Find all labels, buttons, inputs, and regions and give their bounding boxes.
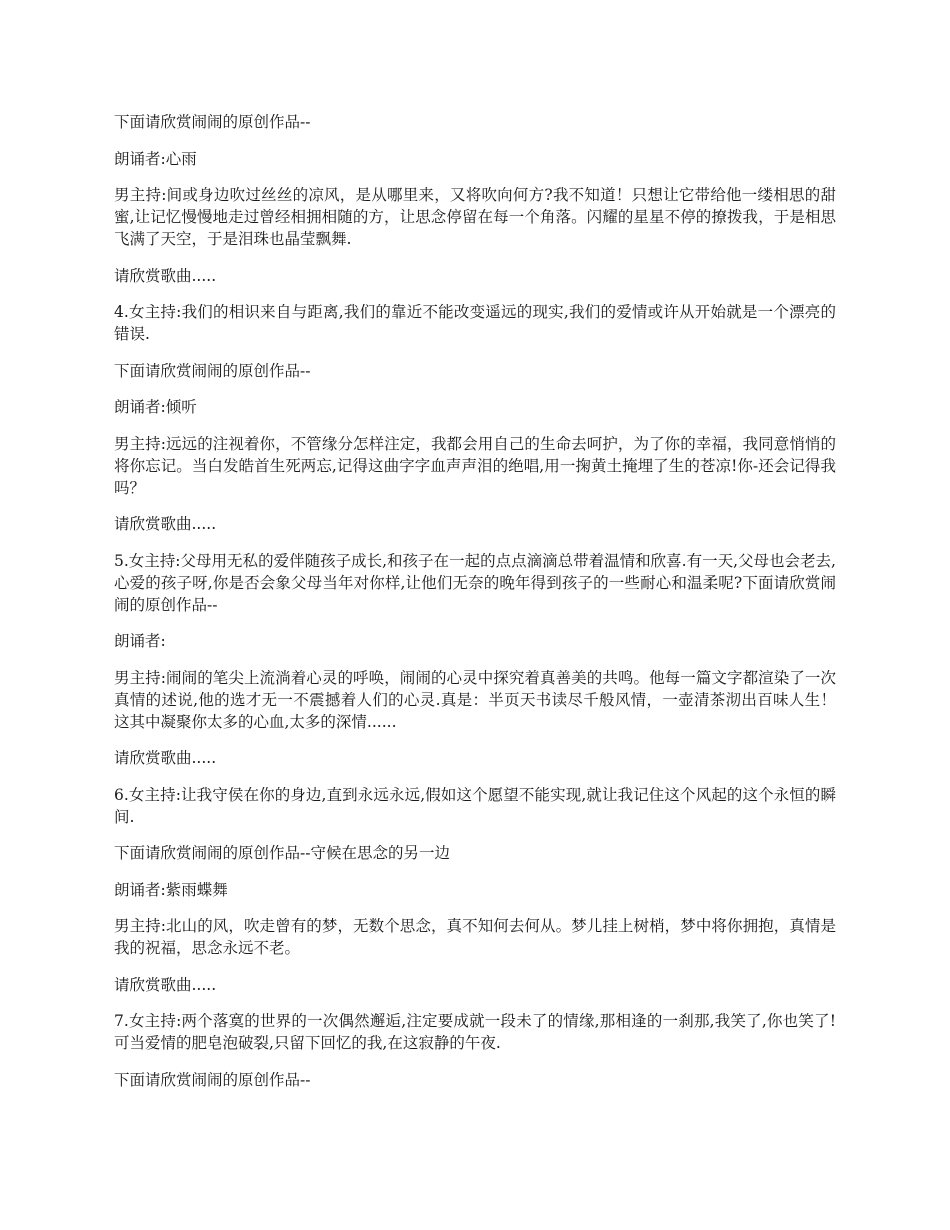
paragraph-male-host-4: 男主持:北山的风，吹走曾有的梦，无数个思念，真不知何去何从。梦儿挂上树梢，梦中将你拥抱，真情是我的祝福，思念永远不老。: [114, 917, 836, 957]
paragraph-song-2: 请欣赏歌曲.....: [114, 515, 217, 533]
paragraph-male-host-2: 男主持:远远的注视着你，不管缘分怎样注定，我都会用自己的生命去呵护，为了你的幸福，我同意悄悄的将你忘记。当白发皓首生死两忘,记得这曲字字血声声泪的绝唱,用一掬黄土掩埋了生的苍凉!你-还会记得我吗？: [114, 434, 836, 497]
paragraph-intro-1: 下面请欣赏闹闹的原创作品--: [114, 113, 311, 131]
paragraph-intro-4: 下面请欣赏闹闹的原创作品--: [114, 1070, 311, 1089]
paragraph-intro-3: 下面请欣赏闹闹的原创作品--守候在思念的另一边: [114, 844, 450, 862]
paragraph-female-host-6: 6.女主持:让我守侯在你的身边,直到永远永远,假如这个愿望不能实现,就让我记住这个风起的这个永恒的瞬间.: [114, 785, 836, 826]
paragraph-female-host-5: 5.女主持:父母用无私的爱伴随孩子成长,和孩子在一起的点点滴滴总带着温情和欣喜.有一天,父母也会老去,心爱的孩子呀,你是否会象父母当年对你样,让他们无奈的晚年得到孩子的一些耐心和温柔呢?下面请欣赏闹闹的原创作品--: [114, 551, 836, 614]
paragraph-reciter-2: 朗诵者:倾听: [114, 398, 197, 416]
paragraph-female-host-7: 7.女主持:两个落寞的世界的一次偶然邂逅,注定要成就一段未了的情缘,那相逢的一刹那,我笑了,你也笑了!可当爱情的肥皂泡破裂,只留下回忆的我,在这寂静的午夜.: [114, 1012, 836, 1052]
paragraph-reciter-1: 朗诵者:心雨: [114, 149, 197, 168]
document-page: [114, 111, 836, 1105]
paragraph-male-host-3: 男主持:闹闹的笔尖上流淌着心灵的呼唤，闹闹的心灵中探究着真善美的共鸣。他每一篇文字都渲染了一次真情的述说,他的选才无一不震撼着人们的心灵.真是：半页天书读尽千般风情，一壶清茶沏出百味人生！这其中凝聚你太多的心血,太多的深情......: [114, 668, 836, 731]
paragraph-song-4: 请欣赏歌曲.....: [114, 975, 217, 994]
paragraph-song-3: 请欣赏歌曲.....: [114, 749, 217, 767]
paragraph-intro-2: 下面请欣赏闹闹的原创作品--: [114, 361, 311, 380]
paragraph-reciter-3: 朗诵者:: [114, 632, 166, 650]
paragraph-male-host-1: 男主持:间或身边吹过丝丝的凉风，是从哪里来，又将吹向何方?我不知道！只想让它带给他一缕相思的甜蜜,让记忆慢慢地走过曾经相拥相随的方，让思念停留在每一个角落。闪耀的星星不停的撩拨我，于是相思飞满了天空，于是泪珠也晶莹飘舞.: [114, 186, 836, 248]
paragraph-song-1: 请欣赏歌曲.....: [114, 266, 217, 285]
paragraph-reciter-4: 朗诵者:紫雨蝶舞: [114, 880, 228, 899]
paragraph-female-host-4: 4.女主持:我们的相识来自与距离,我们的靠近不能改变遥远的现实,我们的爱情或许从开始就是一个漂亮的错误.: [114, 303, 836, 343]
